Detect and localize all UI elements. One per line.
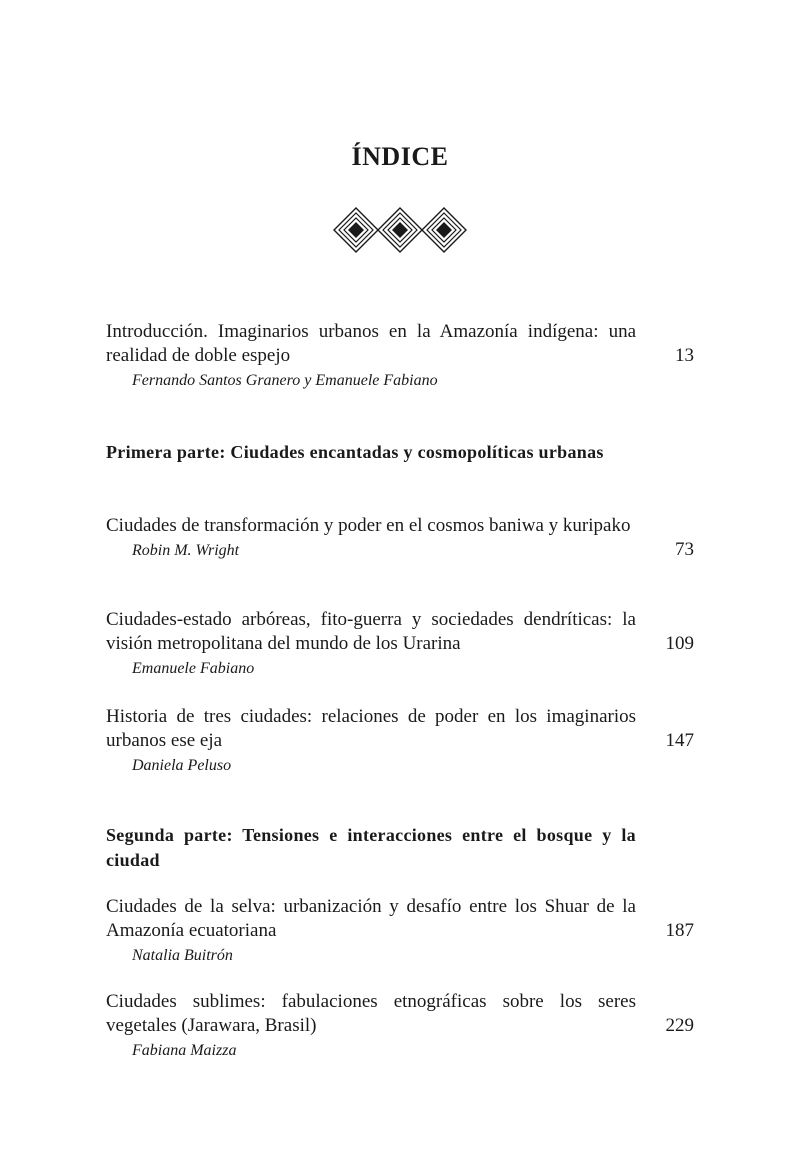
entry-title: Ciudades-estado arbóreas, fito-guerra y sociedades dendríticas: la visión metropolitana del mundo de los Urarina [106,609,636,654]
diamond-ornament [333,206,467,254]
section-heading-part2: Segunda parte: Tensiones e interacciones entre el bosque y la ciudad [106,825,636,870]
entry-title: Historia de tres ciudades: relaciones de poder en los imaginarios urbanos ese eja [106,706,636,751]
entry-author: Daniela Peluso [132,757,232,774]
toc-entry[interactable] [106,608,694,680]
entry-page-number: 73 [675,539,694,560]
entry-title: Introducción. Imaginarios urbanos en la Amazonía indígena: una realidad de doble espejo [106,321,636,366]
entry-author: Fernando Santos Granero y Emanuele Fabiano [132,372,438,389]
diamond-left-icon [334,208,378,252]
diamond-center-icon [378,208,422,252]
toc-entry[interactable] [106,990,694,1062]
entry-page-number: 147 [665,730,694,751]
entry-author: Natalia Buitrón [132,947,233,964]
page-title: ÍNDICE [351,142,449,171]
entry-title: Ciudades de la selva: urbanización y desafío entre los Shuar de la Amazonía ecuatoriana [106,896,636,941]
entry-page-number: 229 [665,1015,694,1036]
toc-entry[interactable] [106,514,694,562]
toc-entry[interactable] [106,895,694,967]
entry-author: Emanuele Fabiano [132,660,255,677]
entry-page-number: 187 [665,920,694,941]
toc-entry[interactable] [106,705,694,777]
entry-title: Ciudades de transformación y poder en el cosmos baniwa y kuripako [106,515,631,536]
entry-page-number: 109 [665,633,694,654]
section-heading-part1: Primera parte: Ciudades encantadas y cosmopolíticas urbanas [106,442,604,462]
entry-author: Robin M. Wright [132,542,240,559]
entry-page-number: 13 [675,345,694,366]
toc-entry-intro[interactable] [106,320,694,392]
entry-title: Ciudades sublimes: fabulaciones etnográficas sobre los seres vegetales (Jarawara, Brasil) [106,991,636,1036]
diamond-right-icon [422,208,466,252]
entry-author: Fabiana Maizza [132,1042,237,1059]
